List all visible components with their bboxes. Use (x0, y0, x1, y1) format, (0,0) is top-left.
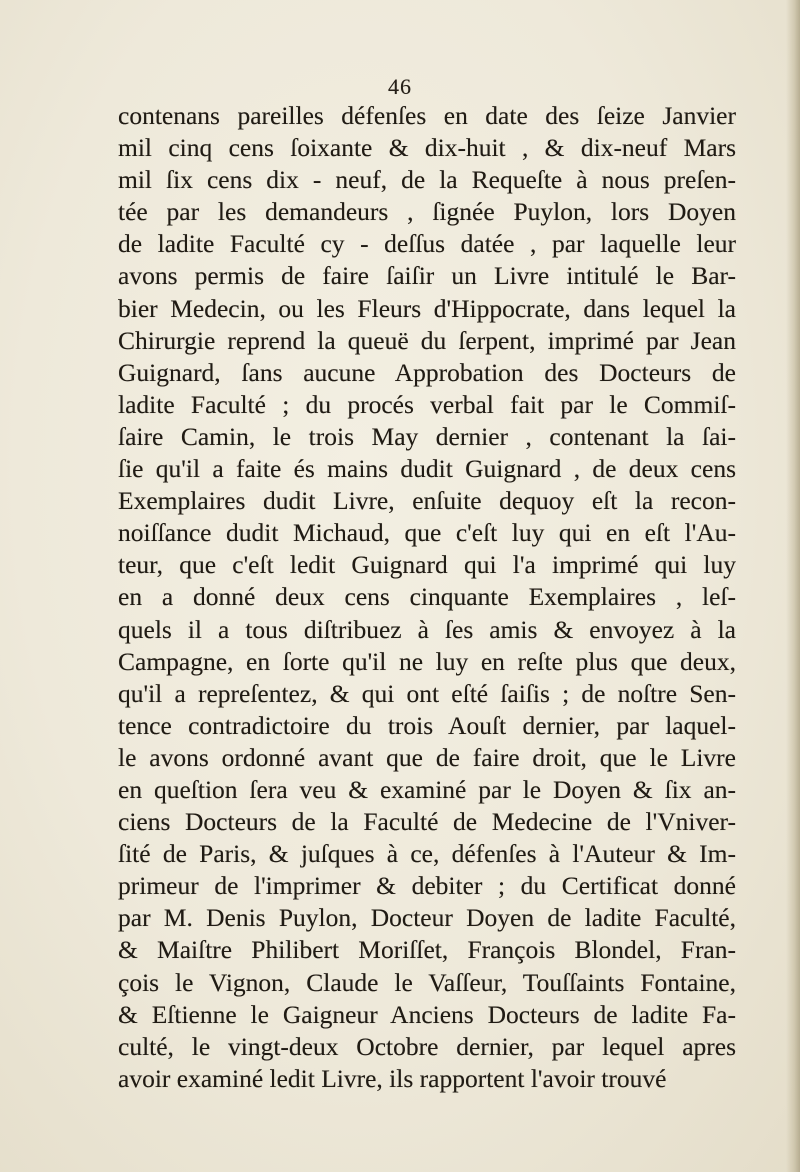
text-line: çois le Vignon, Claude le Vaſſeur, Touſſaints Fontaine, (118, 967, 736, 997)
text-line: tée par les demandeurs , ſignée Puylon, lors Doyen (118, 197, 736, 227)
text-line: avons permis de faire ſaiſir un Livre intitulé le Bar- (118, 261, 736, 291)
text-line: ciens Docteurs de la Faculté de Medecine de l'Vniver- (118, 807, 736, 837)
text-line: en queſtion ſera veu & examiné par le Doyen & ſix an- (118, 774, 736, 804)
text-line: Campagne, en ſorte qu'il ne luy en reſte plus que deux, (118, 646, 736, 676)
text-line: par M. Denis Puylon, Docteur Doyen de ladite Faculté, (118, 903, 736, 933)
text-line: Exemplaires dudit Livre, enſuite dequoy eſt la recon- (118, 486, 736, 516)
text-line: avoir examiné ledit Livre, ils rapportent l'avoir trouvé (118, 1063, 667, 1093)
text-line: mil ſix cens dix - neuf, de la Requeſte à nous preſen- (118, 165, 736, 195)
text-line: teur, que c'eſt ledit Guignard qui l'a imprimé qui luy (118, 550, 736, 580)
text-line: en a donné deux cens cinquante Exemplaires , leſ- (118, 582, 736, 612)
text-line: qu'il a repreſentez, & qui ont eſté ſaiſis ; de noſtre Sen- (118, 678, 736, 708)
body-text (118, 100, 736, 1095)
page-number: 46 (388, 74, 412, 99)
text-line: primeur de l'imprimer & debiter ; du Certificat donné (118, 871, 736, 901)
text-line: ſaire Camin, le trois May dernier , contenant la ſai- (118, 421, 736, 451)
text-line: ladite Faculté ; du procés verbal fait par le Commiſ- (118, 389, 736, 419)
text-line: & Maiſtre Philibert Moriſſet, François Blondel, Fran- (118, 935, 736, 965)
page-edge-shadow (786, 0, 800, 1172)
text-line: mil cinq cens ſoixante & dix-huit , & dix-neuf Mars (118, 133, 736, 163)
text-line: bier Medecin, ou les Fleurs d'Hippocrate, dans lequel la (118, 293, 736, 323)
text-line: de ladite Faculté cy - deſſus datée , par laquelle leur (118, 229, 736, 259)
text-line: Guignard, ſans aucune Approbation des Docteurs de (118, 357, 736, 387)
text-line: tence contradictoire du trois Aouſt dernier, par laquel- (118, 710, 736, 740)
text-line: le avons ordonné avant que de faire droit, que le Livre (118, 742, 736, 772)
text-line: ſie qu'il a faite és mains dudit Guignard , de deux cens (118, 454, 736, 484)
text-line: ſité de Paris, & juſques à ce, défenſes à l'Auteur & Im- (118, 839, 736, 869)
text-line: quels il a tous diſtribuez à ſes amis & envoyez à la (118, 614, 736, 644)
text-line: noiſſance dudit Michaud, que c'eſt luy qui en eſt l'Au- (118, 518, 736, 548)
text-line: & Eſtienne le Gaigneur Anciens Docteurs de ladite Fa- (118, 999, 736, 1029)
text-line: culté, le vingt-deux Octobre dernier, par lequel apres (118, 1031, 736, 1061)
text-line: contenans pareilles défenſes en date des ſeize Janvier (118, 101, 736, 130)
text-line: Chirurgie reprend la queuë du ſerpent, imprimé par Jean (118, 325, 736, 355)
